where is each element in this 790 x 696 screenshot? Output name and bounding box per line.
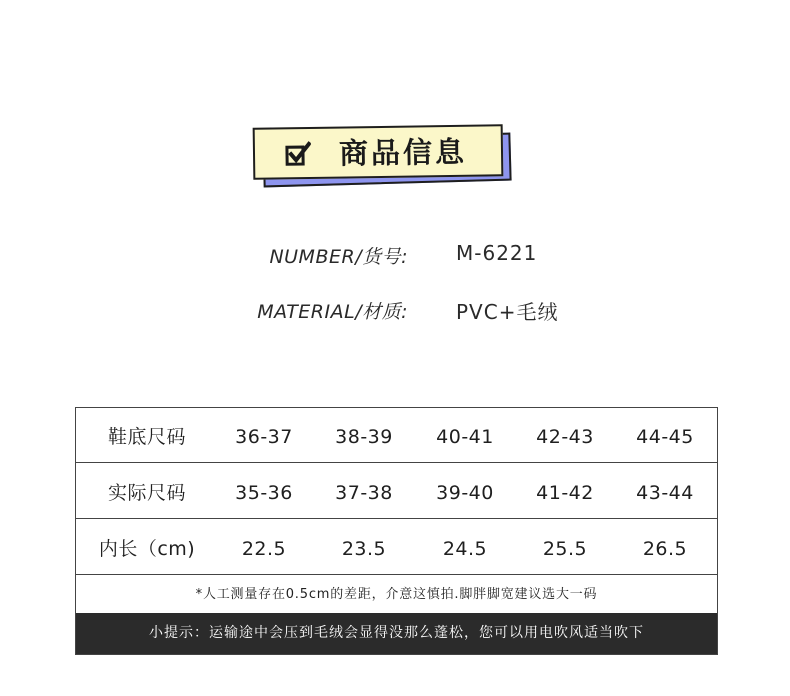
table-cell: 39-40: [436, 482, 494, 504]
table-cell: 44-45: [636, 426, 694, 448]
material-value: PVC+毛绒: [456, 300, 559, 324]
table-cell: 22.5: [241, 538, 287, 560]
material-label: MATERIAL/材质:: [257, 301, 408, 323]
table-cell: 23.5: [341, 538, 387, 560]
banner-box: [253, 124, 504, 179]
table-cell: 35-36: [235, 482, 293, 504]
table-cell: 40-41: [436, 426, 494, 448]
care-tip-banner: 小提示：运输途中会压到毛绒会显得没那么蓬松，您可以用电吹风适当吹下: [76, 613, 717, 654]
table-cell: 36-37: [235, 426, 293, 448]
row-header: 内长（cm): [98, 538, 196, 560]
section-banner: [253, 124, 515, 190]
table-cell: 43-44: [636, 482, 694, 504]
number-label: NUMBER/货号:: [269, 246, 408, 268]
checkbox-check-icon: [285, 141, 311, 167]
row-header: 实际尺码: [107, 482, 186, 504]
table-cell: 37-38: [335, 482, 393, 504]
measurement-note: *人工测量存在0.5cm的差距，介意这慎拍.脚胖脚宽建议选大一码: [195, 587, 598, 602]
table-cell: 42-43: [536, 426, 594, 448]
row-header: 鞋底尺码: [107, 426, 186, 448]
table-cell: 41-42: [536, 482, 594, 504]
table-cell: 38-39: [335, 426, 393, 448]
section-title: 商品信息: [338, 134, 468, 171]
number-value: M-6221: [456, 241, 538, 265]
table-row: [76, 520, 717, 575]
table-row: [76, 464, 717, 519]
table-cell: 25.5: [542, 538, 588, 560]
size-table: [75, 407, 718, 655]
table-cell: 26.5: [642, 538, 688, 560]
table-row: [76, 408, 717, 463]
table-cell: 24.5: [442, 538, 488, 560]
